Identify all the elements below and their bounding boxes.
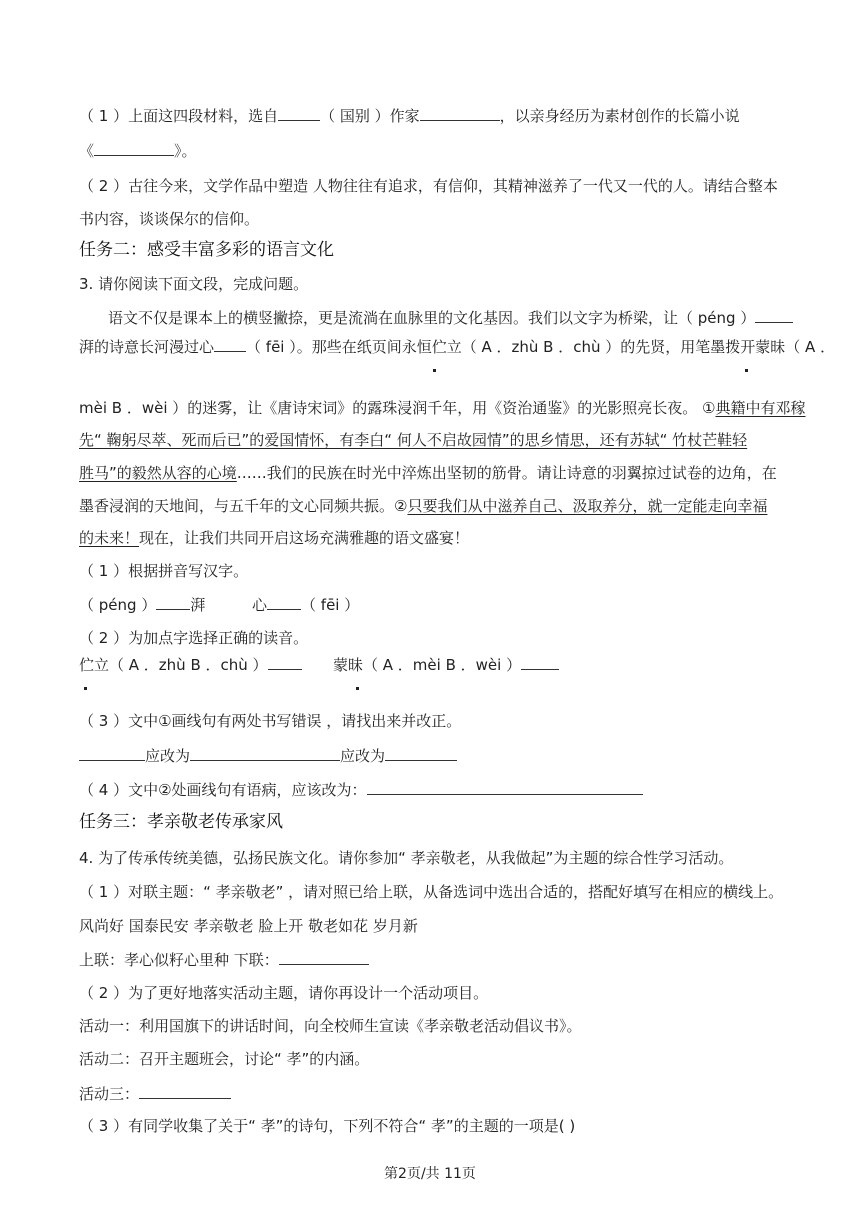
q3-sub4: （ 4 ）文中②处画线句有语病，应该改为： xyxy=(79,779,643,800)
answer-blank[interactable] xyxy=(139,1083,231,1099)
answer-blank[interactable] xyxy=(367,779,643,795)
underlined-sentence-2: 只要我们从中滋养自己、汲取养分，就一定能走向幸福 xyxy=(407,497,768,515)
q3-sub1: （ 1 ）根据拼音写汉字。 xyxy=(79,562,249,580)
emphasis-dot xyxy=(745,369,748,372)
q4-sub3: （ 3 ）有同学收集了关于“ 孝”的诗句，下列不符合“ 孝”的主题的一项是( ) xyxy=(79,1117,576,1135)
answer-blank[interactable] xyxy=(156,594,190,610)
answer-blank[interactable] xyxy=(755,307,793,323)
q3-sub3-answer: 应改为 应改为 xyxy=(79,745,457,766)
q3-sub1-answer: （ péng ） 湃 xyxy=(79,596,206,614)
q3-intro: 3. 请你阅读下面文段，完成问题。 xyxy=(79,275,309,293)
q3-sub3: （ 3 ）文中①画线句有两处书写错误 ，请找出来并改正。 xyxy=(79,712,462,730)
activity-2: 活动二：召开主题班会，讨论“ 孝”的内涵。 xyxy=(79,1050,370,1068)
q2-part2-line2: 书内容，谈谈保尔的信仰。 xyxy=(79,210,260,228)
answer-blank[interactable] xyxy=(268,654,302,670)
answer-blank[interactable] xyxy=(79,745,145,761)
page-footer: 第2页/共 11页 xyxy=(384,1166,476,1182)
underlined-sentence-1: 先“ 鞠躬尽萃、死而后已”的爱国情怀，有李白“ 何人不启故园情”的思乡情思，还有苏轼“ 竹杖芒鞋轻 xyxy=(79,431,748,449)
answer-blank[interactable] xyxy=(420,105,500,121)
task3-heading: 任务三：孝亲敬老传承家风 xyxy=(79,812,283,832)
q2-part2-line1: （ 2 ）古往今来，文学作品中塑造 人物往往有追求，有信仰，其精神滋养了一代又一代的人。请结合整本 xyxy=(79,177,778,195)
passage-line-7: 的未来！现在，让我们共同开启这场充满雅趣的语文盛宴！ xyxy=(79,529,470,547)
answer-blank[interactable] xyxy=(190,745,340,761)
q2-part1-line1: （ 1 ）上面这四段材料，选自 （ 国别 ）作家 ，以亲身经历为素材创作的长篇小说 xyxy=(79,107,740,125)
passage-line-4 xyxy=(79,430,747,450)
activity-1: 活动一：利用国旗下的讲话时间，向全校师生宣读《孝亲敬老活动倡议书》。 xyxy=(79,1017,582,1035)
q4-intro: 4. 为了传承传统美德，弘扬民族文化。请你参加“ 孝亲敬老，从我做起”为主题的综合性学习活动。 xyxy=(79,849,734,867)
passage-line-2: 湃的诗意长河漫过心 （ fēi ）。那些在纸页间永恒伫立（ A ．zhù B ．chù ）的先贤，用笔墨拨开蒙昧（ A ． xyxy=(79,338,836,356)
answer-blank[interactable] xyxy=(279,949,369,965)
passage-line-5: 胜马”的毅然从容的心境……我们的民族在时光中淬炼出坚韧的筋骨。请让诗意的羽翼掠过试卷的边角，在 xyxy=(79,464,777,482)
q4-sub2: （ 2 ）为了更好地落实活动主题，请你再设计一个活动项目。 xyxy=(79,984,489,1002)
underlined-sentence-1: 胜马”的毅然从容的心境 xyxy=(79,464,237,482)
passage-line-1: 语文不仅是课本上的横竖撇捺，更是流淌在血脉里的文化基因。我们以文字为桥梁，让（ péng ） xyxy=(108,307,793,328)
activity-3: 活动三： xyxy=(79,1083,231,1104)
couplet-options: 风尚好 国泰民安 孝亲敬老 脸上开 敬老如花 岁月新 xyxy=(79,917,418,935)
emphasis-dot xyxy=(433,369,436,372)
underlined-sentence-2: 的未来！ xyxy=(79,529,140,547)
q3-sub1-answer-b: 心 （ fēi ） xyxy=(252,596,360,614)
q4-sub1: （ 1 ）对联主题：“ 孝亲敬老” ，请对照已给上联，从备选词中选出合适的，搭配好填写在相应的横线上。 xyxy=(79,883,784,901)
q3-sub2-a: 伫立（ A ．zhù B ．chù ） xyxy=(79,654,302,675)
emphasis-dot xyxy=(356,687,359,690)
underlined-sentence-1: 典籍中有邓稼 xyxy=(715,399,806,417)
q3-sub2-b: 蒙昧（ A ．mèi B ．wèi ） xyxy=(333,654,559,675)
q3-sub2: （ 2 ）为加点字选择正确的读音。 xyxy=(79,629,309,647)
emphasis-dot xyxy=(84,687,87,690)
answer-blank[interactable] xyxy=(278,105,320,121)
couplet-answer: 上联：孝心似籽心里种 下联： xyxy=(79,949,369,970)
passage-line-3: mèi B ．wèi ）的迷雾，让《唐诗宋词》的露珠浸润千年，用《资治通鉴》的光影照亮长夜。 ①典籍中有邓稼 xyxy=(79,399,806,417)
answer-blank[interactable] xyxy=(385,745,457,761)
q2-part1-line2: 《 》。 xyxy=(79,142,197,160)
passage-line-6: 墨香浸润的天地间，与五千年的文心同频共振。②只要我们从中滋养自己、汲取养分，就一定能走向幸福 xyxy=(79,497,768,515)
answer-blank[interactable] xyxy=(214,336,246,352)
task2-heading: 任务二：感受丰富多彩的语言文化 xyxy=(79,240,334,260)
answer-blank[interactable] xyxy=(521,654,559,670)
answer-blank[interactable] xyxy=(267,594,301,610)
answer-blank[interactable] xyxy=(94,140,174,156)
